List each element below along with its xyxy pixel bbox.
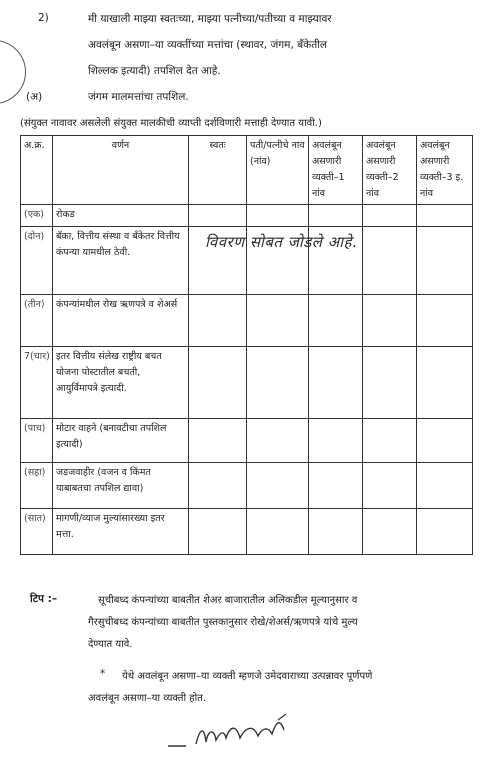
row-number: (एक) (21, 205, 53, 227)
table-row (21, 205, 473, 227)
office-stamp (0, 40, 26, 104)
sub-heading: जंगम मालमत्तांचा तपशिल. (88, 91, 189, 103)
row-description: कंपन्यांमधील रोख ऋणपत्रे व शेअर्स (53, 295, 189, 347)
sub-marker: (अ) (26, 91, 43, 103)
header-serial: अ.क्र. (21, 136, 53, 205)
header-dependent-1: अवलंबून असणारी व्यक्ती–1 नांव (309, 136, 363, 205)
row-number: (सहा) (21, 463, 53, 509)
tip-line-2: गैरसुचीबध्द कंपन्यांच्या बाबतीत पुस्तकानुसार रोखे/शेअर्स/ऋणपत्रे यांचे मुल्य (88, 617, 358, 628)
row-description: रोकड (53, 205, 189, 227)
row-description: इतर वित्तीय संलेख राष्ट्रीय बचत योजना पोस्टातील बचती, आयुर्विमापत्रे इत्यादी. (53, 347, 189, 419)
para-line-2: अवलंबून असणा–या व्यक्तींच्या मत्तांचा (स्थावर, जंगम, बँकेतील (88, 39, 328, 51)
row-description: बँका, वित्तीय संस्था व बँकेतर वित्तीय कंपन्या यामधील ठेवी. (53, 227, 189, 295)
table-row (21, 347, 473, 419)
joint-ownership-note: (संयुक्त नावावर असलेली संयुक्त मालकीची व्याप्ती दर्शविणारी मत्ताही देण्यात यावी.) (20, 118, 322, 129)
header-description: वर्णन (53, 136, 189, 205)
asterisk-marker: * (100, 668, 106, 680)
para-line-3: शिल्लक इत्यादी) तपशिल देत आहे. (88, 65, 221, 77)
header-dependent-2: अवलंबून असणारी व्यक्ती–2 नांव (363, 136, 417, 205)
handwritten-remark: विवरण सोबत जोडले आहे. (205, 233, 358, 251)
row-number: (दोन) (21, 227, 53, 295)
dependent-definition-line-2: अवलंबून असणा–या व्यक्ती होत. (88, 693, 207, 704)
item-number: 2) (38, 12, 49, 24)
tip-line-1: सूचीबध्द कंपन्यांच्या बाबतीत शेअर बाजारातील अलिकडील मूल्यानुसार व (98, 595, 358, 606)
header-spouse: पती/पत्नीचे नाव (नांव) (247, 136, 309, 205)
table-header-row (21, 136, 473, 205)
row-description: मोटार वाहने (बनावटीचा तपशिल इत्यादी) (53, 419, 189, 463)
row-number: (तीन) (21, 295, 53, 347)
table-row (21, 463, 473, 509)
table-row (21, 509, 473, 555)
row-number: (सात) (21, 509, 53, 555)
table-row (21, 295, 473, 347)
header-dependent-3: अवलंबून असणारी व्यक्ती–3 इ. नांव (417, 136, 473, 205)
dependent-definition-line-1: येथे अवलंबून असणा–या व्यक्ती म्हणजे उमेदवाराच्या उत्पन्नावर पूर्णपणे (122, 671, 373, 682)
movable-assets-table (20, 135, 473, 555)
table-row (21, 419, 473, 463)
signature (160, 708, 300, 758)
row-number: 7(चार) (21, 347, 53, 419)
tip-line-3: देण्यात यावे. (88, 639, 133, 650)
row-description: जडजवाहीर (वजन व किंमत याबाबतचा तपशिल द्यावा) (53, 463, 189, 509)
row-description: मागणी/व्याज मुल्यांसारख्या इतर मत्ता. (53, 509, 189, 555)
row-number: (पाच) (21, 419, 53, 463)
tip-label: टिप :– (30, 593, 58, 605)
header-self: स्वतः (189, 136, 247, 205)
para-line-1: मी याखाली माझ्या स्वतःच्या, माझ्या पत्नीच्या/पतीच्या व माझ्यावर (88, 13, 332, 25)
